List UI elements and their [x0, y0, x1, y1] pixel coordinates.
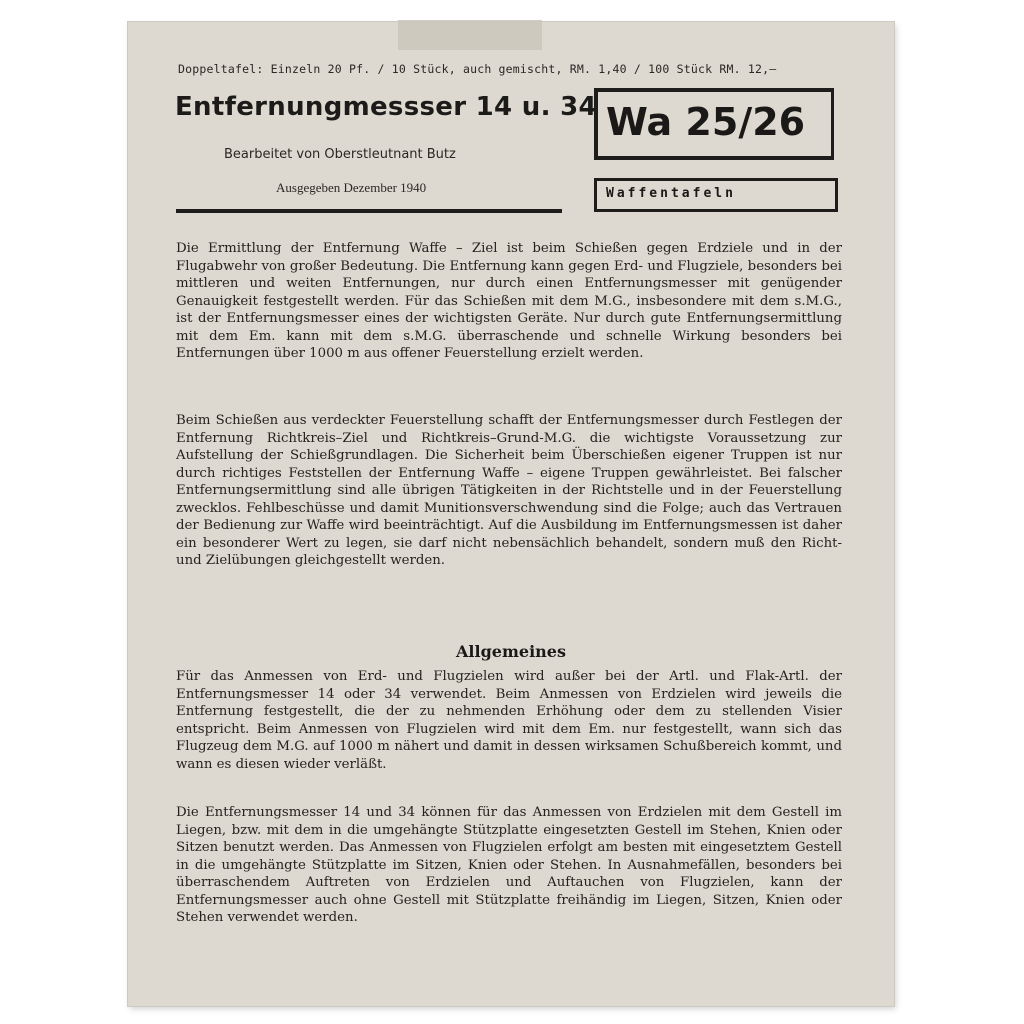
document-sheet — [128, 22, 894, 1006]
document-code: Wa 25/26 — [606, 100, 806, 144]
issue-date: Ausgegeben Dezember 1940 — [276, 180, 427, 195]
section-heading: Allgemeines — [456, 642, 566, 661]
paragraph-2-text: Beim Schießen aus verdeckter Feuerstellung schafft der Entfernungsmesser durch Festlegen der Entfernung Richtkreis–Ziel und Richtkreis–Grund-M.G. die wichtigste Voraussetzung zur Aufstellung der Schießgrundlagen. Die Sicherheit beim Überschießen eigener Truppen ist nur durch richtiges Feststellen der Entfernung Waffe – eigene Truppen gewährleistet. Bei falscher Entfernungsermittlung sind alle übrigen Tätigkeiten in der Richtstelle und in der Feuerstellung zwecklos. Fehlbeschüsse und damit Munitionsverschwendung sind die Folge; auch das Vertrauen der Bedienung zur Waffe wird beeinträchtigt. Auf die Ausbildung im Entfernungsmessen ist daher ein besonderer Wert zu legen, sie darf nicht nebensächlich behandelt, sondern muß den Richt- und Zielübungen gleichgestellt werden. — [176, 413, 842, 569]
author-line: Bearbeitet von Oberstleutnant Butz — [224, 147, 456, 162]
paragraph-4-text: Die Entfernungsmesser 14 und 34 können für das Anmessen von Erdzielen mit dem Gestell im Liegen, bzw. mit dem in die umgehängte Stützplatte eingesetzten Gestell im Stehen, Knien oder Sitzen benutzt werden. Das Anmessen von Flugzielen erfolgt am besten mit eingesetztem Gestell in die umgehängte Stützplatte im Sitzen, Knien oder Stehen. In Ausnahmefällen, besonders bei überraschendem Auftreten von Erdzielen und Auftauchen von Flugzielen, kann der Entfernungsmesser auch ohne Gestell mit Stützplatte freihändig im Liegen, Sitzen, Knien oder Stehen verwendet werden. — [176, 805, 842, 926]
paragraph-4 — [176, 804, 842, 927]
paragraph-3 — [176, 668, 842, 773]
paragraph-1 — [176, 240, 842, 363]
tape-strip — [398, 20, 542, 50]
series-label: Waffentafeln — [606, 186, 736, 201]
paragraph-2 — [176, 412, 842, 570]
document-title: Entfernungmessser 14 u. 34 — [175, 92, 597, 122]
header-divider — [176, 209, 562, 213]
price-line: Doppeltafel: Einzeln 20 Pf. / 10 Stück, auch gemischt, RM. 1,40 / 100 Stück RM. 12,— — [178, 62, 777, 76]
paragraph-3-text: Für das Anmessen von Erd- und Flugzielen wird außer bei der Artl. und Flak-Artl. der Entfernungsmesser 14 oder 34 verwendet. Beim Anmessen von Erdzielen wird jeweils die Entfernung festgestellt, die der zu nehmenden Erhöhung oder dem zu stellenden Visier entspricht. Beim Anmessen von Flugzielen wird mit dem Em. nur festgestellt, wann sich das Flugzeug dem M.G. auf 1000 m nähert und damit in dessen wirksamen Schußbereich kommt, und wann es diesen wieder verläßt. — [176, 669, 842, 772]
paragraph-1-text: Die Ermittlung der Entfernung Waffe – Ziel ist beim Schießen gegen Erdziele und in der Flugabwehr von großer Bedeutung. Die Entfernung kann gegen Erd- und Flugziele, besonders bei mittleren und weiten Entfernungen, nur durch einen Entfernungsmesser mit genügender Genauigkeit festgestellt werden. Für das Schießen mit dem M.G., insbesondere mit dem s.M.G., ist der Entfernungsmesser eines der wichtigsten Geräte. Nur durch gute Entfernungsermittlung mit dem Em. kann mit dem s.M.G. überraschende und schnelle Wirkung besonders bei Entfernungen über 1000 m aus offener Feuerstellung erzielt werden. — [176, 241, 842, 362]
